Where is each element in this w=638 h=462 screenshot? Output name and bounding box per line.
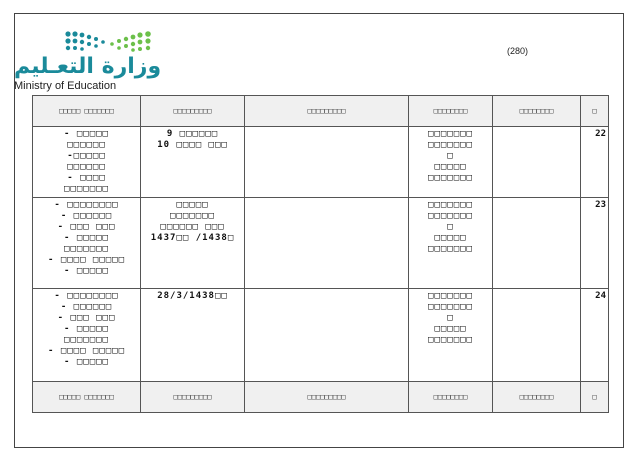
- header-cell: □□□□□□□□□: [141, 96, 245, 127]
- table-cell-date: □□28/3/1438: [141, 289, 245, 382]
- header-cell-number: □: [581, 96, 609, 127]
- table-cell: □□□□□□□ □□□□□□□ □ □□□□□ □□□□□□□: [409, 198, 493, 289]
- header-cell: □□□□□□□□: [409, 96, 493, 127]
- footer-cell: □□□□□□□□□: [245, 382, 409, 413]
- table-cell-topics: □□□□□□□□ - □□□□□□ - □□□ □□□ - □□□□□ - □□□□□□□ □□□□□ □□□□ - □□□□□ -: [33, 289, 141, 382]
- table-cell-date: □□□□□ □□□□□□□ □□□ □□□□□□ □1438/ □□1437: [141, 198, 245, 289]
- logo-dots-icon: [64, 30, 156, 52]
- row-number: 22: [581, 127, 609, 198]
- table-cell-topics: □□□□□□□□ - □□□□□□ - □□□ □□□ - □□□□□ - □□□□□□□ □□□□□ □□□□ - □□□□□ -: [33, 198, 141, 289]
- table-cell: [245, 289, 409, 382]
- table-row: [33, 289, 609, 382]
- logo-english-text: Ministry of Education: [14, 80, 117, 92]
- ministry-logo: [14, 24, 162, 94]
- header-cell: □□□□□□□□□: [245, 96, 409, 127]
- footer-cell-number: □: [581, 382, 609, 413]
- schedule-table: [32, 95, 609, 413]
- table-header-row: [33, 96, 609, 127]
- footer-cell: □□□□□□□□: [409, 382, 493, 413]
- table-cell: □□□□□□□ □□□□□□□ □ □□□□□ □□□□□□□: [409, 289, 493, 382]
- row-number: 23: [581, 198, 609, 289]
- table-cell-date: □□□□□□ 9 □□□ □□□□ 10: [141, 127, 245, 198]
- footer-cell: □□□□□□□□□: [141, 382, 245, 413]
- footer-cell: □□□□□□□□: [493, 382, 581, 413]
- table-cell: [493, 289, 581, 382]
- footer-cell: □□□□□□□ □□□□□: [33, 382, 141, 413]
- table-cell: [493, 198, 581, 289]
- row-number: 24: [581, 289, 609, 382]
- page-number: (280): [507, 46, 529, 56]
- table-cell: □□□□□□□ □□□□□□□ □ □□□□□ □□□□□□□: [409, 127, 493, 198]
- table-cell: [245, 127, 409, 198]
- header-cell: □□□□□□□□: [493, 96, 581, 127]
- table-cell-topics: □□□□□ - □□□□□□ □□□□□- □□□□□□ □□□□ - □□□□□□□: [33, 127, 141, 198]
- table-cell: [245, 198, 409, 289]
- table-cell: [493, 127, 581, 198]
- table-footer-row: [33, 382, 609, 413]
- table-row: [33, 198, 609, 289]
- header-cell: □□□□□□□ □□□□□: [33, 96, 141, 127]
- table-row: [33, 127, 609, 198]
- logo-arabic-text: وزارة التعـليم: [14, 54, 162, 79]
